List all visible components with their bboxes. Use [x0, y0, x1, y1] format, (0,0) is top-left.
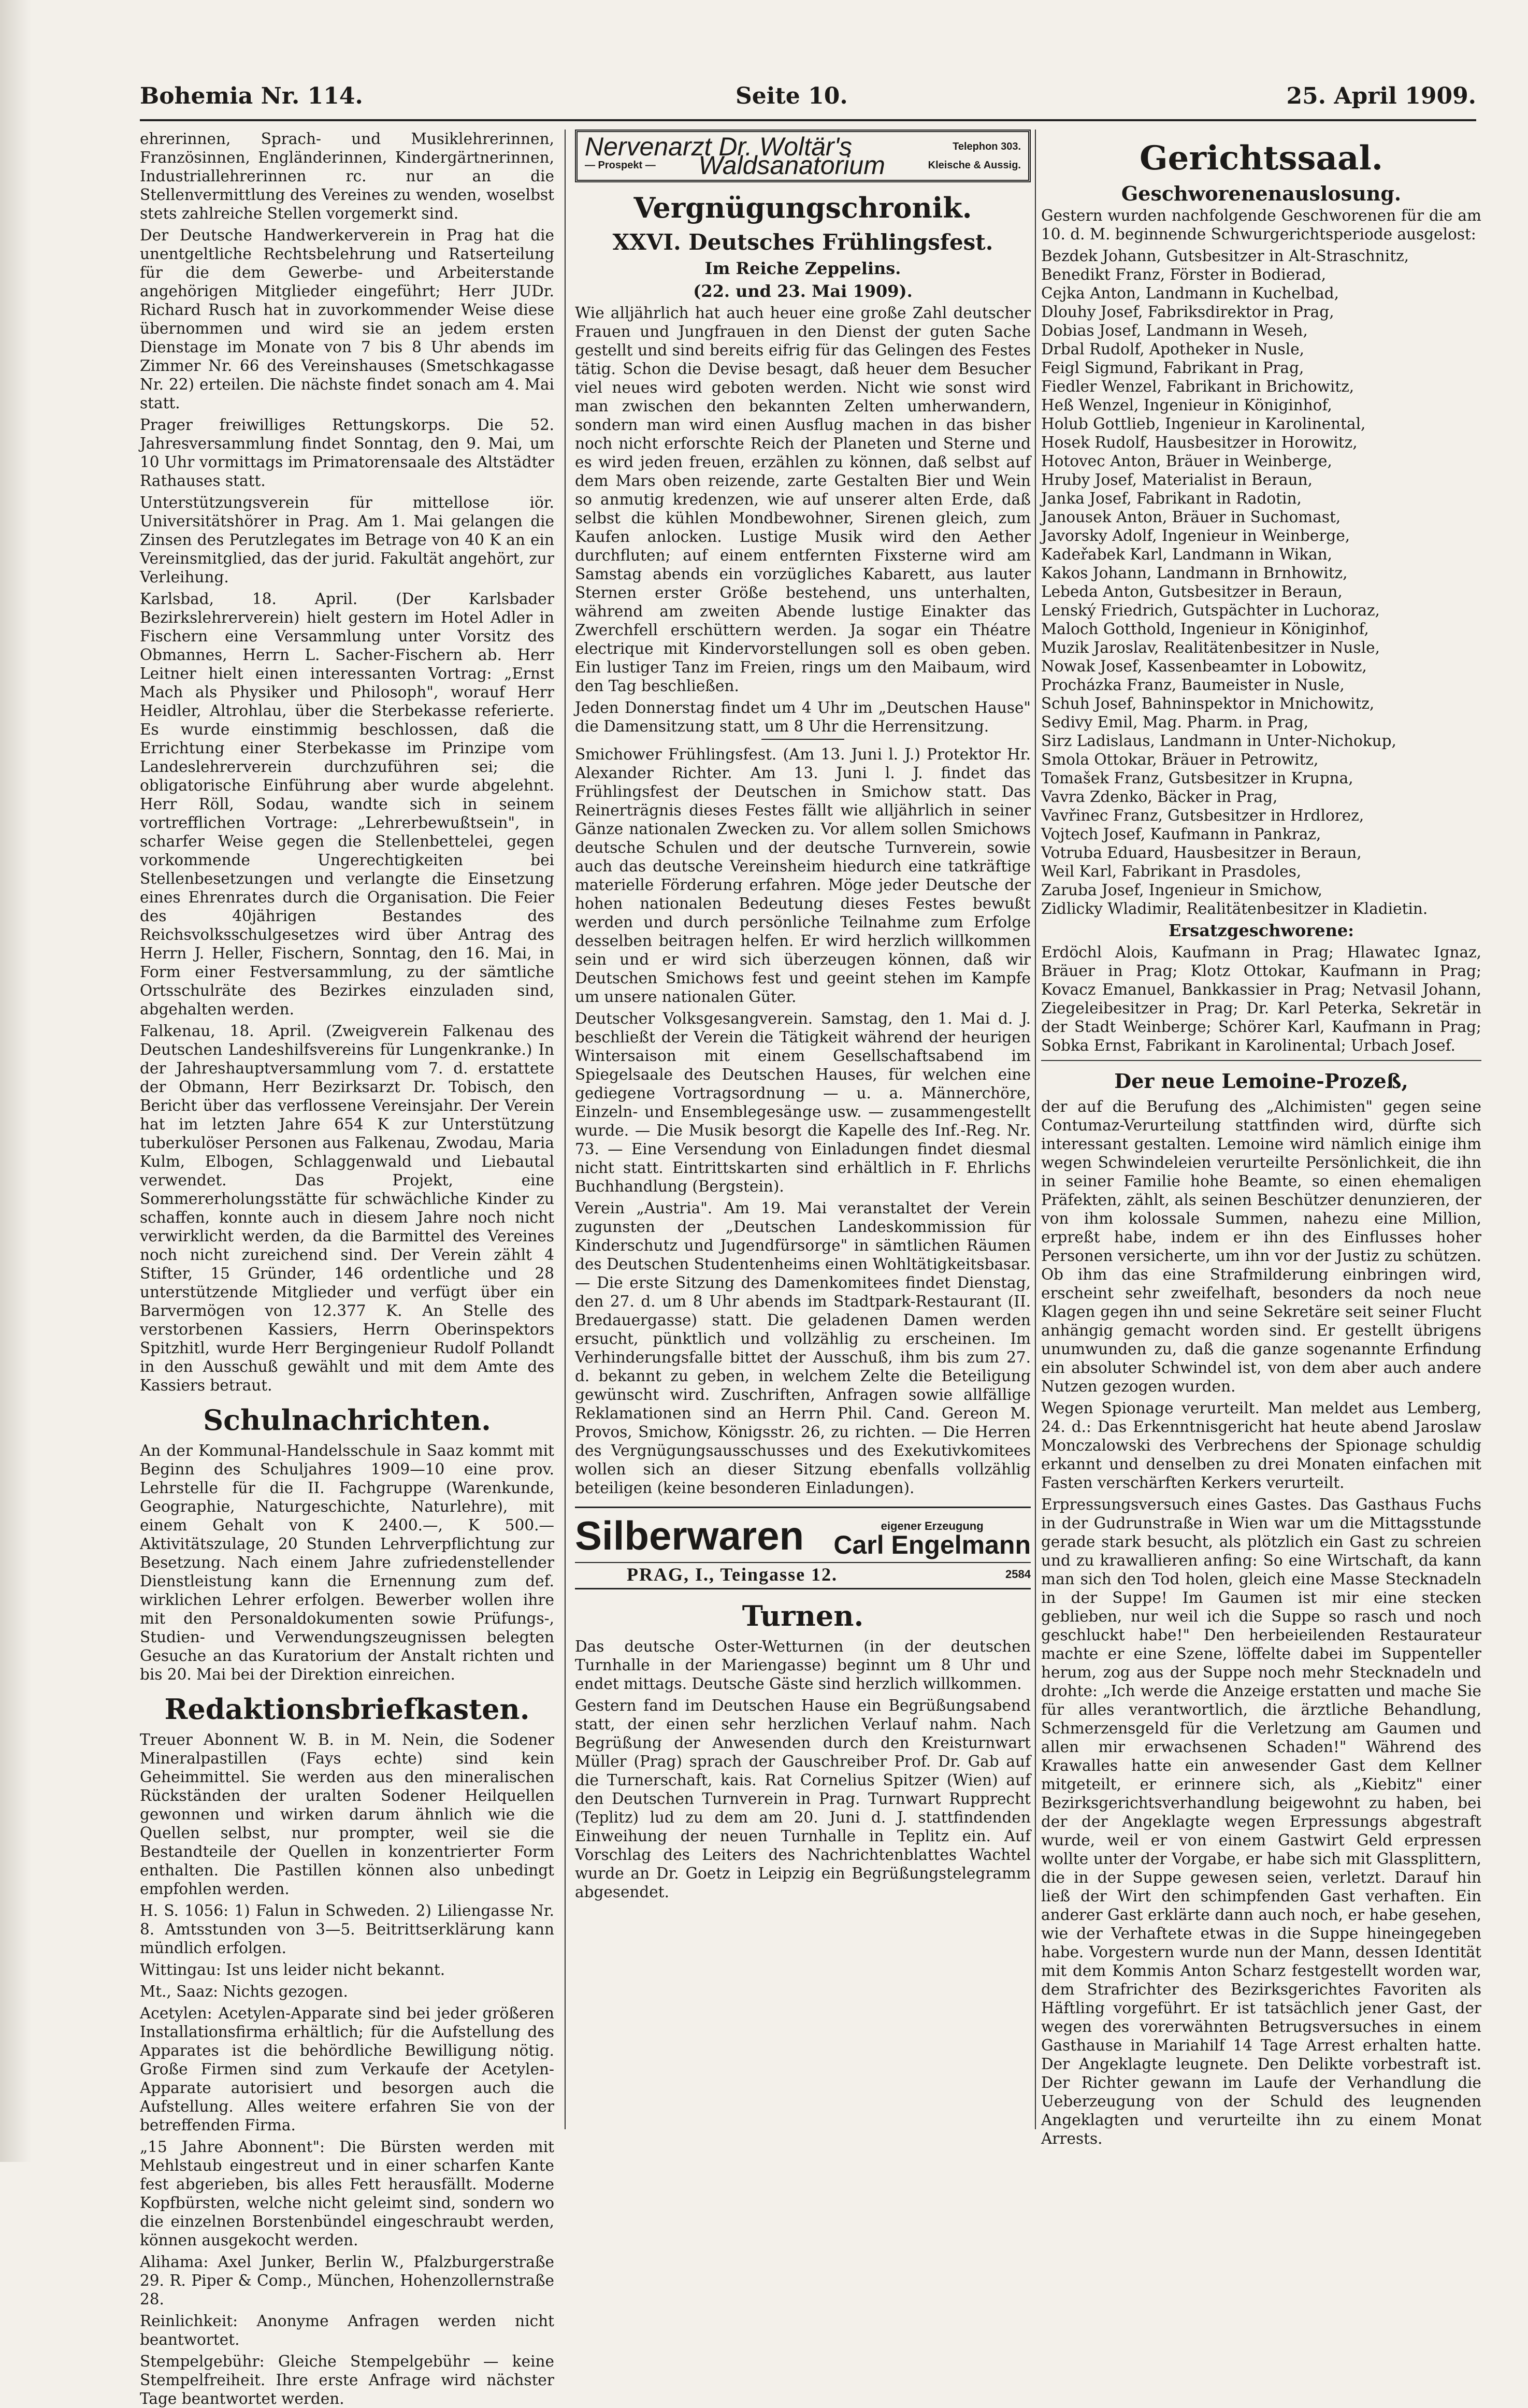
juror-entry: Maloch Gotthold, Ingenieur in Königinhof, [1041, 620, 1369, 638]
section-heading-lemoine: Der neue Lemoine-Prozeß, [1114, 1069, 1408, 1093]
section-heading-vergnuegungschronik: Vergnügungschronik. [633, 191, 972, 224]
paragraph: Der Deutsche Handwerkerverein in Prag hat die unentgeltliche Rechtsbelehrung und Ratserteilung für die dem Gewerbe- und Arbeiterstande angehörigen Mitglieder eingeführt; Herr JUDr. Richard Rusch hat in zuvorkommender Weise diese übernommen und wird sie an jedem ersten Dienstage im Monate von 7 bis 8 Uhr abends im Zimmer Nr. 66 des Vereinshauses (Smetschkagasse Nr. 22) erteilen. Die nächste findet sonach am 4. Mai statt. [140, 226, 554, 412]
juror-entry: Dobias Josef, Landmann in Weseh, [1041, 322, 1308, 339]
paragraph: Treuer Abonnent W. B. in M. Nein, die Sodener Mineralpastillen (Fays echte) sind kein Geheimmittel. Sie werden aus den mineralischen Rückständen der uralten Sodener Heilquellen gewonnen und wirken darum ähnlich wie die Quellen selbst, nur prompter, weil sie die Bestandteile der Quellen in konzentrierter Form enthalten. Die Pastillen können also unbedingt empfohlen werden. [140, 1731, 554, 1898]
paragraph: Stempelgebühr: Gleiche Stempelgebühr — keine Stempelfreiheit. Ihre erste Anfrage wird nächster Tage beantwortet werden. [140, 2353, 554, 2407]
paragraph: Verein „Austria". Am 19. Mai veranstaltet der Verein zugunsten der „Deutschen Landeskommission für Kinderschutz und Jugendfürsorge" in sämtlichen Räumen des Deutschen Studentenheims einen Wohltätigkeitsbasar. — Die erste Sitzung des Damenkomitees findet Dienstag, den 27. d. um 8 Uhr abends im Stadtpark-Restaurant (II. Bredauergasse) statt. Die geladenen Damen werden ersucht, pünktlich und vollzählig zu erscheinen. Im Verhinderungsfalle bittet der Ausschuß, ihm bis zum 27. d. bekannt zu geben, in welchem Zelte die Beteiligung gewünscht wird. Zuschriften, Anfragen sowie allfällige Reklamationen sind an Herrn Phil. Cand. Gereon M. Provos, Smichow, Königsstr. 26, zu richten. — Die Herren des Vergnügungsausschusses und des Exekutivkomitees wollen sich an dieser Sitzung ebenfalls vollzählig beteiligen (keine besonderen Einladungen). [575, 1199, 1031, 1497]
juror-entry: Muzik Jaroslav, Realitätenbesitzer in Nusle, [1041, 639, 1380, 656]
juror-entry: Lenský Friedrich, Gutspächter in Luchoraz, [1041, 601, 1380, 619]
paragraph: Wittingau: Ist uns leider nicht bekannt. [140, 1961, 445, 1979]
masthead [140, 83, 1476, 121]
juror-entry: Vavra Zdenko, Bäcker in Prag, [1041, 788, 1278, 806]
juror-entry: Kadeřabek Karl, Landmann in Wikan, [1041, 546, 1333, 563]
paragraph: Erpressungsversuch eines Gastes. Das Gasthaus Fuchs in der Gudrunstraße in Wien war um die Mittagsstunde gerade stark besucht, als plötzlich ein Gast zu schreien und zu krawallieren anfing: So eine Wirtschaft, da kann man sich den Tod holen, gleich eine Masse Stecknadeln in der Suppe! Im Gaumen ist mir eine stecken geblieben, nur weil ich die Suppe so rasch und noch geschluckt habe!" Den herbeieilenden Restaurateur machte er eine Szene, löffelte dabei im Suppenteller herum, zog aus der Suppe noch mehr Stecknadeln und drohte: „Ich werde die Anzeige erstatten und mache Sie für alles verantwortlich, die ärztliche Behandlung, Schmerzensgeld für die Verletzung am Gaumen und allen mir erwachsenen Schaden!" Während des Krawalles hatte ein anwesender Gast dem Kellner mitgeteilt, er erinnere sich, als „Kiebitz" einer Bezirksgerichtsverhandlung beigewohnt zu haben, bei der der Angeklagte wegen Erpressungs abgestraft wurde, weil er von einem Gastwirt Geld erpressen wollte unter der Vorgabe, er habe sich mit Glassplittern, die in der Suppe gewesen seien, verletzt. Darauf hin ließ der Wirt den schimpfenden Gast verhaften. Ein anderer Gast erklärte dann auch noch, er habe gesehen, wie der Verhaftete etwas in die Suppe hineingegeben habe. Vorgestern wurde nun der Mann, dessen Identität mit dem Kommis Anton Scharz festgestellt worden war, dem Strafrichter des Bezirksgerichtes Favoriten als Häftling vorgeführt. Er ist tatsächlich jener Gast, der wegen des vorerwähnten Betrugsversuches in einem Gasthause in Mariahilf 14 Tage Arrest erhalten hatte. Der Angeklagte leugnete. Den Delikte vorbestraft ist. Der Richter gewann im Laufe der Verhandlung die Ueberzeugung von der Schuld des leugnenden Angeklagten und verurteilte ihn zu einem Monat Arrests. [1041, 1496, 1481, 2147]
ad-silberwaren-firm: Carl Engelmann [833, 1530, 1031, 1559]
paragraph: ehrerinnen, Sprach- und Musiklehrerinnen, Französinnen, Engländerinnen, Kindergärtnerinnen, Industriallehrerinnen rc. nur an die Stellenvermittlung des Vereines zu wenden, woselbst stets zahlreiche Stellen vorgemerkt sind. [140, 130, 554, 222]
paragraph: Prager freiwilliges Rettungskorps. Die 52. Jahresversammlung findet Sonntag, den 9. Mai, um 10 Uhr vormittags im Primatorensaale des Altstädter Rathauses statt. [140, 416, 554, 490]
paragraph: Deutscher Volksgesangverein. Samstag, den 1. Mai d. J. beschließt der Verein die Tätigkeit während der heurigen Wintersaison mit einem Gesellschaftsabend im Spiegelsaale des Deutschen Hauses, für welchen eine gediegene Vortragsordnung — u. a. Männerchöre, Einzeln- und Ensemblegesänge usw. — zusammengestellt wurde. — Die Musik besorgt die Kapelle des Inf.-Reg. Nr. 73. — Eine Versendung von Einladungen findet diesmal nicht statt. Eintrittskarten sind erhältlich in F. Ehrlichs Buchhandlung (Bergstein). [575, 1010, 1031, 1195]
paragraph: Mt., Saaz: Nichts gezogen. [140, 1983, 348, 2000]
column-rule-1 [565, 130, 566, 2129]
juror-entry: Heß Wenzel, Ingenieur in Königinhof, [1041, 396, 1332, 414]
juror-entry: Janka Josef, Fabrikant in Radotin, [1041, 490, 1302, 507]
juror-entry: Janousek Anton, Bräuer in Suchomast, [1041, 508, 1341, 526]
column-2 [575, 130, 1031, 2129]
section-heading-turnen: Turnen. [742, 1599, 864, 1632]
juror-entry: Schuh Josef, Bahninspektor in Mnichowitz, [1041, 695, 1375, 712]
paragraph: Erdöchl Alois, Kaufmann in Prag; Hlawatec Ignaz, Bräuer in Prag; Klotz Ottokar, Kaufmann in Prag; Kovacz Emanuel, Bankkassier in Prag; Netvasil Johann, Ziegeleibesitzer in Prag; Dr. Karl Peterka, Sekretär in der Stadt Weinberge; Schörer Karl, Kaufmann in Prag; Sobka Ernst, Fabrikant in Karolinental; Urbach Josef. [1041, 943, 1481, 1054]
juror-entry: Javorsky Adolf, Ingenieur in Weinberge, [1041, 527, 1350, 544]
section-heading-schulnachrichten: Schulnachrichten. [203, 1403, 491, 1437]
paragraph: Reinlichkeit: Anonyme Anfragen werden nicht beantwortet. [140, 2312, 554, 2348]
ad-doctor-name: Nervenarzt Dr. Woltär's [585, 132, 853, 161]
paragraph: Wegen Spionage verurteilt. Man meldet aus Lemberg, 24. d.: Das Erkenntnisgericht hat heute abend Jaroslaw Monczalowski des Verbrechens der Spionage schuldig erkannt und denselben zu drei Monaten einfachen mit Fasten verschärften Kerkers verurteilt. [1041, 1399, 1481, 1492]
juror-entry: Zidlicky Wladimir, Realitätenbesitzer in Kladietin. [1041, 900, 1428, 918]
juror-entry: Hotovec Anton, Bräuer in Weinberge, [1041, 452, 1332, 470]
juror-entry: Holub Gottlieb, Ingenieur in Karolinental, [1041, 415, 1366, 433]
juror-entry: Tomašek Franz, Gutsbesitzer in Krupna, [1041, 769, 1353, 787]
paragraph: Das deutsche Oster-Wetturnen (in der deutschen Turnhalle in der Mariengasse) beginnt um 8 Uhr und endet mittags. Deutsche Gäste sind herzlich willkommen. [575, 1638, 1031, 1693]
juror-entry: Sirz Ladislaus, Landmann in Unter-Nichokup, [1041, 732, 1396, 750]
paragraph: Gestern wurden nachfolgende Geschworenen für die am 10. d. M. beginnende Schwurgerichtsperiode ausgelost: [1041, 207, 1481, 243]
paragraph: Unterstützungsverein für mittellose iör. Universitätshörer in Prag. Am 1. Mai gelangen die Zinsen des Perutzlegates im Betrage von 40 K an ein Vereinsmitglied, das der jurid. Fakultät angehört, zur Verleihung. [140, 494, 554, 586]
page-number: Seite 10. [736, 83, 848, 109]
juror-entry: Kakos Johann, Landmann in Brnhowitz, [1041, 564, 1348, 582]
paragraph: Alihama: Axel Junker, Berlin W., Pfalzburgerstraße 29. R. Piper & Comp., München, Hohenzollernstraße 28. [140, 2253, 554, 2308]
subheading-date: (22. und 23. Mai 1909). [693, 281, 913, 301]
juror-entry: Nowak Josef, Kassenbeamter in Lobowitz, [1041, 657, 1367, 675]
ad-silberwaren-note: eigener Erzeugung [881, 1520, 984, 1532]
juror-entry: Vavřinec Franz, Gutsbesitzer in Hrdlorez, [1041, 807, 1364, 824]
subheading-ersatzgeschworene: Ersatzgeschworene: [1169, 921, 1354, 940]
juror-entry: Votruba Eduard, Hausbesitzer in Beraun, [1041, 844, 1362, 862]
paragraph: An der Kommunal-Handelsschule in Saaz kommt mit Beginn des Schuljahres 1909—10 eine prov. Lehrstelle für die II. Fachgruppe (Warenkunde, Geographie, Naturgeschichte, Naturlehre), mit einem Gehalt von K 2400.—, K 500.— Aktivitätszulage, 20 Stunden Lehrverpflichtung zur Besetzung. Nach einem Jahre zufriedenstellender Dienstleistung kann die Ernennung zum def. wirklichen Lehrer erfolgen. Bewerber wollen ihre mit den Personaldokumenten sowie Prüfungs-, Studien- und Verwendungszeugnissen belegten Gesuche an das Kuratorium der Anstalt richten und bis 20. Mai bei der Direktion einreichen. [140, 1442, 554, 1683]
ad-sanatorium: Waldsanatorium [698, 151, 885, 180]
column-1 [140, 130, 554, 2407]
juror-entry: Bezdek Johann, Gutsbesitzer in Alt-Straschnitz, [1041, 247, 1409, 265]
advertisement-silberwaren [575, 1507, 1031, 1589]
juror-list [1041, 247, 1481, 918]
juror-entry: Cejka Anton, Landmann in Kuchelbad, [1041, 284, 1339, 302]
paragraph: Wie alljährlich hat auch heuer eine große Zahl deutscher Frauen und Jungfrauen in den Dienst der guten Sache gestellt und sind bereits eifrig für das Gelingen des Festes tätig. Schon die Devise besagt, daß heuer dem Besucher viel neues wird geboten werden. Nicht wie sonst wird man zwischen den bekannten Zelten umherwandern, sondern man wird einen Ausflug machen in das bisher noch nicht erforschte Reich der Planeten und Sterne und es wird jeden freuen, erzählen zu können, daß selbst auf dem Mars oben reizende, zarte Gestalten Bier und Wein so anmutig kredenzen, wie auf unserer alten Erde, daß selbst die kühlen Mondbewohner, Sirenen gleich, zum Kaufen anlocken. Lustige Musik wird den Aether durchfluten; auf einem entfernten Fixsterne wird am Samstag abends ein vorzügliches Kabarett, aus lauter Sternen erster Größe bestehend, uns unterhalten, während am zweiten Abende lustige Einakter das Zwerchfell erschüttern werden. Ja sogar ein Théatre electrique mit Kindervorstellungen soll es oben geben. Ein lustiger Tanz im Freien, rings um den Maibaum, wird den Tag beschließen. [575, 304, 1031, 695]
paragraph: Smichower Frühlingsfest. (Am 13. Juni l. J.) Protektor Hr. Alexander Richter. Am 13. Juni l. J. findet das Frühlingsfest der Deutschen in Smichow statt. Das Reinerträgnis dieses Festes fällt wie alljährlich in seiner Gänze nationalen Zwecken zu. Vor allem sollen Smichows deutsche Schulen und der deutsche Turnverein, sowie auch das deutsche Vereinsheim hiedurch eine tatkräftige materielle Förderung erfahren. Möge jeder Deutsche der hohen nationalen Bedeutung dieses Festes bewußt werden und durch persönliche Teilnahme zum Erfolge desselben beitragen helfen. Er wird herzlich willkommen sein und er wird sich überzeugen können, daß wir Deutschen Smichows fest und geeint stehen im Kampfe um unsere nationalen Güter. [575, 746, 1031, 1006]
paragraph: Jeden Donnerstag findet um 4 Uhr im „Deutschen Hause" die Damensitzung statt, um 8 Uhr die Herrensitzung. [575, 699, 1031, 735]
juror-entry: Procházka Franz, Baumeister in Nusle, [1041, 676, 1345, 694]
section-heading-gerichtssaal: Gerichtssaal. [1139, 139, 1383, 178]
paragraph: der auf die Berufung des „Alchimisten" gegen seine Contumaz-Verurteilung stattfinden wird, dürfte sich interessant gestalten. Lemoine wird nämlich einige ihm wegen Schwindeleien verurteilte Persönlichkeit, die ihn in seiner Familie hohe Beamte, so einen ehemaligen Präfekten, zählt, als seinen Beschützer denunzieren, der von ihm kolossale Summen, nahezu eine Million, erpreßt habe, indem er ihn des Einflusses hoher Personen versicherte, um ihn vor der Justiz zu schützen. Ob ihm das eine Strafmilderung einbringen wird, erscheint sehr zweifelhaft, besonders da noch neue Klagen gegen ihn und seine Sekretäre seit seiner Flucht anhängig gemacht worden sind. Er gestellt übrigens unumwunden zu, daß die ganze sogenannte Erfindung ein absoluter Schwindel ist, von dem aber auch andere Nutzen gezogen wurden. [1041, 1098, 1481, 1395]
juror-entry: Feigl Sigmund, Fabrikant in Prag, [1041, 359, 1304, 377]
section-heading-redaktionsbriefkasten: Redaktionsbriefkasten. [164, 1693, 530, 1726]
ad-silberwaren-title: Silberwaren [575, 1513, 804, 1558]
juror-entry: Smola Ottokar, Bräuer in Petrowitz, [1041, 751, 1319, 768]
juror-entry: Hosek Rudolf, Hausbesitzer in Horowitz, [1041, 434, 1358, 451]
column-rule-2 [1035, 130, 1036, 2129]
subheading-geschworenenauslosung: Geschworenenauslosung. [1121, 182, 1402, 205]
paragraph: Acetylen: Acetylen-Apparate sind bei jeder größeren Installationsfirma erhältlich; für die Aufstellung des Apparates ist die behördliche Bewilligung nötig. Große Firmen sind zum Verkaufe der Acetylen-Apparate autorisiert und besorgen auch die Aufstellung. Alles weitere erfahren Sie von der betreffenden Firma. [140, 2004, 554, 2134]
juror-entry: Hruby Josef, Materialist in Beraun, [1041, 471, 1313, 489]
paragraph: „15 Jahre Abonnent": Die Bürsten werden mit Mehlstaub eingestreut und in einer scharfen Kante fest abgerieben, bis alles Fett herausfällt. Moderne Kopfbürsten, welche nicht geleimt sind, sondern wo die einzelnen Borstenbündel eingeschraubt werden, können ausgekocht werden. [140, 2138, 554, 2249]
divider [761, 739, 844, 740]
ad-silberwaren-address: PRAG, I., Teingasse 12. [627, 1564, 838, 1585]
paragraph: Karlsbad, 18. April. (Der Karlsbader Bezirkslehrerverein) hielt gestern im Hotel Adler in Fischern eine Versammlung unter Vorsitz des Obmannes, Herrn L. Sacher-Fischern ab. Herr Leitner hielt einen interessanten Vortrag: „Ernst Mach als Physiker und Philosoph", worauf Herr Heidler, Altrohlau, über die Sterbekasse referierte. Es wurde einstimmig beschlossen, daß die Errichtung einer Sterbekasse im Prinzipe vom Landeslehrerverein durchzuführen sei; die obligatorische Einführung aber wurde abgelehnt. Herr Röll, Sodau, wandte sich in seinem vortrefflichen Vortrage: „Lehrerbewußtsein", in scharfer Weise gegen die Stellenbettelei, gegen vorkommende Ungerechtigkeiten bei Stellenbesetzungen und verlangte die Einsetzung eines Ehrenrates durch die Organisation. Die Feier des 40jährigen Bestandes des Reichsvolksschulgesetzes wird über Antrag des Herrn J. Heller, Fischern, Sonntag, den 16. Mai, in Form einer Festversammlung, zu der sämtliche Ortsschulräte des Bezirkes einzuladen sind, abgehalten werden. [140, 590, 554, 1018]
ad-place: Kleische & Aussig. [928, 160, 1021, 171]
ad-phone: Telephon 303. [953, 141, 1021, 152]
advertisement-sanatorium [575, 130, 1031, 182]
juror-entry: Zaruba Josef, Ingenieur in Smichow, [1041, 881, 1323, 899]
paper-issue: Bohemia Nr. 114. [140, 83, 363, 109]
column-3 [1041, 130, 1481, 2147]
juror-entry: Benedikt Franz, Förster in Bodierad, [1041, 266, 1327, 283]
divider [1041, 1060, 1481, 1061]
juror-entry: Lebeda Anton, Gutsbesitzer in Beraun, [1041, 583, 1343, 600]
ad-prospekt: — Prospekt — [585, 160, 656, 171]
juror-entry: Fiedler Wenzel, Fabrikant in Brichowitz, [1041, 378, 1354, 395]
paragraph: Gestern fand im Deutschen Hause ein Begrüßungsabend statt, der einen sehr herzlichen Verlauf nahm. Nach Begrüßung der Anwesenden durch den Kreisturnwart Müller (Prag) sprach der Gauschreiber Prof. Dr. Gab auf die Turnerschaft, kais. Rat Cornelius Spitzer (Wien) auf den Deutschen Turnverein in Prag. Turnwart Rupprecht (Teplitz) lud zu dem am 20. Juni d. J. stattfindenden Einweihung der neuen Turnhalle in Teplitz ein. Auf Vorschlag des Leiters des Nachrichtenblattes Wachtel wurde an Dr. Goetz in Leipzig ein Begrüßungstelegramm abgesendet. [575, 1697, 1031, 1901]
juror-entry: Dlouhy Josef, Fabriksdirektor in Prag, [1041, 303, 1334, 321]
paragraph: Falkenau, 18. April. (Zweigverein Falkenau des Deutschen Landeshilfsvereins für Lungenkranke.) In der Jahreshauptversammlung vom 7. d. erstattete der Obmann, Herr Bezirksarzt Dr. Tobisch, den Bericht über das verflossene Vereinsjahr. Der Verein hat im letzten Jahre 654 K zur Unterstützung tuberkulöser Personen aus Falkenau, Zwodau, Maria Kulm, Elbogen, Schlaggenwald und Liebautal verwendet. Das Projekt, eine Sommererholungsstätte für schwächliche Kinder zu schaffen, konnte auch in diesem Jahre noch nicht verwirklicht werden, da die Barmittel des Vereines noch nicht zureichend sind. Der Verein zählt 4 Stifter, 15 Gründer, 146 ordentliche und 28 unterstützende Mitglieder und verfügt über ein Barvermögen von 12.377 K. An Stelle des verstorbenen Kassiers, Herrn Oberinspektors Spitzhitl, wurde Herr Bergingenieur Rudolf Pollandt in den Ausschuß gewählt und mit dem Amte des Kassiers betraut. [140, 1022, 554, 1394]
scan-edge [0, 0, 31, 2162]
juror-entry: Drbal Rudolf, Apotheker in Nusle, [1041, 340, 1305, 358]
subheading-zeppelin: Im Reiche Zeppelins. [704, 259, 901, 278]
juror-entry: Weil Karl, Fabrikant in Prasdoles, [1041, 863, 1302, 880]
issue-date: 25. April 1909. [1286, 83, 1476, 109]
subheading-fruehlingsfest: XXVI. Deutsches Frühlingsfest. [612, 230, 993, 255]
ad-silberwaren-number: 2584 [1005, 1568, 1031, 1581]
juror-entry: Sedivy Emil, Mag. Pharm. in Prag, [1041, 713, 1309, 731]
juror-entry: Vojtech Josef, Kaufmann in Pankraz, [1041, 825, 1321, 843]
paragraph: H. S. 1056: 1) Falun in Schweden. 2) Liliengasse Nr. 8. Amtsstunden von 3—5. Beitrittserklärung kann mündlich erfolgen. [140, 1902, 554, 1957]
